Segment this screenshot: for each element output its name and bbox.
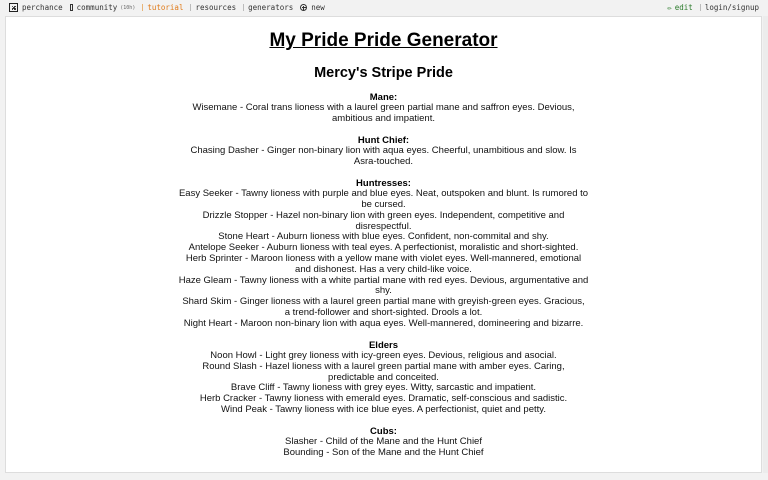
section-heading: Cubs:	[370, 426, 397, 438]
list-item: Herb Sprinter - Maroon lioness with a yellow mane with violet eyes. Well-mannered, emotional and dishonest. Has a very child-like voice.	[185, 252, 582, 275]
section-heading: Huntresses:	[356, 178, 411, 190]
section-huntresses	[6, 178, 761, 329]
list-item: Drizzle Stopper - Hazel non-binary lion with green eyes. Independent, competitive and disrespectful.	[202, 209, 565, 232]
nav-generators[interactable]	[243, 3, 293, 12]
list-item: Easy Seeker - Tawny lioness with purple and blue eyes. Neat, outspoken and blunt. Is rumored to be cursed.	[178, 188, 589, 210]
list-item: Slasher - Child of the Mane and the Hunt Chief	[285, 436, 482, 448]
list-item: Herb Cracker - Tawny lioness with emerald eyes. Dramatic, self-conscious and sadistic.	[199, 393, 568, 405]
top-nav-right	[667, 3, 759, 12]
list-item: Bounding - Son of the Mane and the Hunt Chief	[283, 447, 484, 459]
section-mane	[6, 92, 761, 125]
section-cubs	[6, 426, 761, 459]
list-item: Wisemane - Coral trans lioness with a laurel green partial mane and saffron eyes. Devious, ambitious and impatient.	[192, 102, 575, 124]
nav-new-label: new	[311, 3, 325, 12]
section-elders	[6, 340, 761, 416]
generator-content	[6, 17, 761, 459]
nav-perchance[interactable]	[9, 3, 63, 12]
tutorial-icon	[142, 4, 143, 11]
edit-pencil-icon: ✏	[667, 3, 672, 12]
community-count-badge: (10h)	[120, 4, 136, 11]
login-icon	[700, 4, 701, 11]
nav-login-signup[interactable]	[700, 3, 759, 12]
list-item: Round Slash - Hazel lioness with a laurel green partial mane with amber eyes. Caring, predictable and conceited.	[202, 360, 565, 383]
top-nav-left	[9, 3, 332, 12]
new-plus-icon	[300, 4, 307, 11]
nav-login-label: login/signup	[704, 3, 759, 12]
section-heading: Elders	[368, 340, 399, 352]
nav-tutorial-label: tutorial	[147, 3, 184, 12]
section-heading: Hunt Chief:	[357, 135, 410, 147]
generator-output-panel	[5, 16, 762, 473]
list-item: Shard Skim - Ginger lioness with a laurel green partial mane with greyish-green eyes. Gracious, a trend-follower and short-sighted. Drools a lot.	[182, 296, 585, 318]
nav-edit[interactable]	[667, 3, 693, 12]
nav-resources[interactable]	[190, 3, 236, 12]
section-hunt-chief	[6, 135, 761, 168]
list-item: Antelope Seeker - Auburn lioness with teal eyes. A perfectionist, moralistic and short-sighted.	[188, 242, 579, 254]
top-nav-bar	[0, 0, 768, 16]
page-scrollbar[interactable]	[763, 16, 768, 473]
list-item: Stone Heart - Auburn lioness with blue eyes. Confident, non-commital and shy.	[218, 231, 549, 243]
nav-community[interactable]	[70, 3, 136, 12]
list-item: Noon Howl - Light grey lioness with icy-green eyes. Devious, religious and asocial.	[210, 350, 557, 362]
community-icon	[70, 4, 73, 11]
nav-resources-label: resources	[195, 3, 237, 12]
nav-tutorial[interactable]	[142, 3, 183, 12]
perchance-die-icon	[9, 3, 18, 12]
nav-generators-label: generators	[248, 3, 294, 12]
nav-new[interactable]	[300, 3, 325, 12]
list-item: Haze Gleam - Tawny lioness with a white partial mane with red eyes. Devious, argumentative and shy.	[178, 274, 589, 297]
pride-name: Mercy's Stripe Pride	[314, 65, 453, 81]
page-title: My Pride Pride Generator	[269, 30, 498, 51]
resources-icon	[190, 4, 191, 11]
nav-edit-label: edit	[674, 3, 693, 12]
section-heading: Mane:	[369, 92, 398, 103]
list-item: Chasing Dasher - Ginger non-binary lion with aqua eyes. Cheerful, unambitious and slow. Is Asra-touched.	[190, 145, 577, 167]
nav-community-label: community	[76, 3, 118, 12]
nav-perchance-label: perchance	[22, 3, 63, 12]
list-item: Wind Peak - Tawny lioness with ice blue eyes. A perfectionist, quiet and petty.	[221, 404, 546, 416]
generators-icon	[243, 4, 244, 11]
list-item: Night Heart - Maroon non-binary lion with aqua eyes. Well-mannered, domineering and bizarre.	[183, 317, 584, 329]
list-item: Brave Cliff - Tawny lioness with grey eyes. Witty, sarcastic and impatient.	[230, 382, 537, 394]
